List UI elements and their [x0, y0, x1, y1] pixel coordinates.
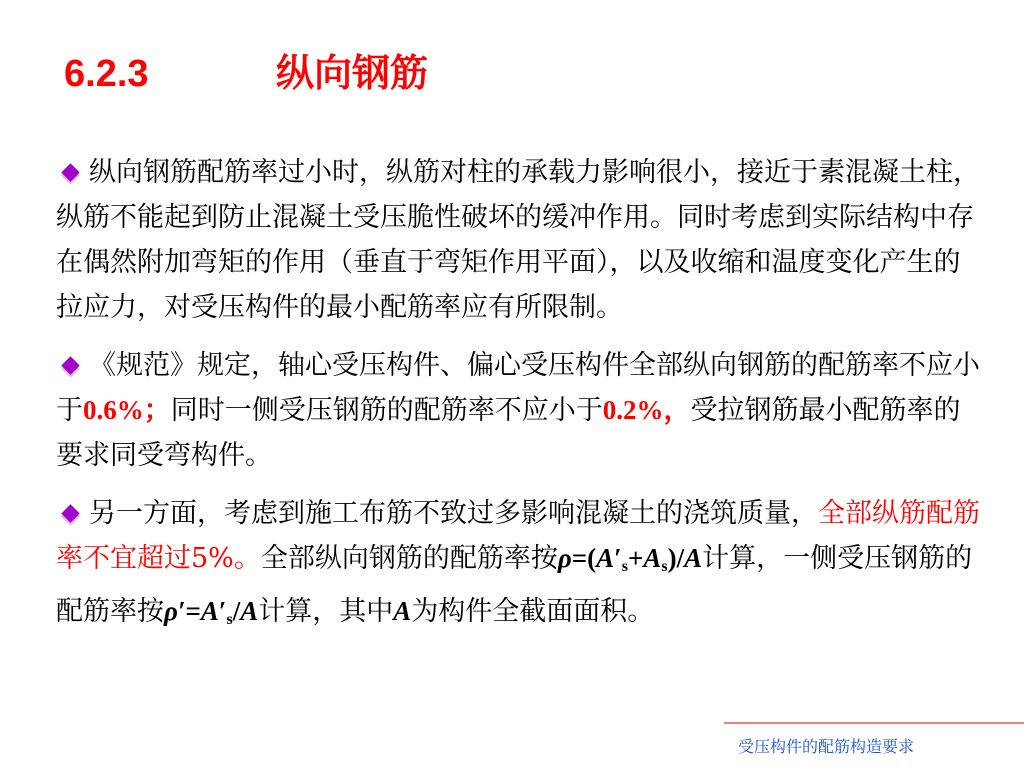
- min-ratio-total: 0.6%；: [83, 395, 171, 425]
- paragraph-2-text-a: 《规范》规定，轴心受压构件、偏心受压构件全部纵向钢筋的配筋率不应小于: [56, 350, 980, 426]
- diamond-bullet-icon: [61, 504, 79, 522]
- paragraph-2-text-b: 同时一侧受压钢筋的配筋率不应小于: [170, 395, 603, 426]
- title-number: 6.2.3: [64, 53, 149, 95]
- rho-symbol: ρ: [557, 543, 572, 573]
- paragraph-maximum-ratio: [56, 491, 986, 642]
- paragraph-1-text: 纵向钢筋配筋率过小时，纵筋对柱的承载力影响很小，接近于素混凝土柱，纵筋不能起到防止混凝土受压脆性破坏的缓冲作用。同时考虑到实际结构中存在偶然附加弯矩的作用（垂直于弯矩作用平面），以及收缩和温度变化产生的拉应力，对受压构件的最小配筋率应有所限制。: [56, 157, 980, 323]
- diamond-bullet-icon: [61, 356, 79, 374]
- paragraph-3-text-a: 另一方面，考虑到施工布筋不致过多影响混凝土的浇筑质量，: [89, 498, 818, 529]
- max-ratio-text: 全部纵筋配筋率不宜超过5%。: [56, 498, 980, 574]
- footer-caption: 受压构件的配筋构造要求: [738, 737, 915, 756]
- paragraph-code-rule: [56, 343, 986, 478]
- title-text: 纵向钢筋: [276, 53, 429, 95]
- paragraph-3-text-d: 计算，其中: [258, 596, 394, 627]
- paragraph-3-text-e: 为构件全截面面积。: [411, 596, 655, 627]
- paragraph-3-text-b: 全部纵向钢筋的配筋率按: [260, 543, 558, 574]
- area-symbol: A: [393, 596, 412, 626]
- paragraph-3-text-c: 计算，一侧受压钢筋的配筋率按: [56, 543, 973, 627]
- slide-body: [56, 150, 986, 655]
- slide-title: [64, 44, 428, 104]
- formula-1: $=(A'_s+A_s)/A$: [571, 543, 703, 575]
- slide-footer: [724, 722, 1024, 757]
- formula-2: $\rho'=A'_s/A$: [164, 596, 259, 628]
- diamond-bullet-icon: [61, 163, 79, 181]
- paragraph-2-text-c: 受拉钢筋最小配筋率的要求同受弯构件。: [56, 395, 961, 471]
- paragraph-minimum-ratio: [56, 150, 986, 330]
- min-ratio-one-side: 0.2%，: [602, 395, 691, 425]
